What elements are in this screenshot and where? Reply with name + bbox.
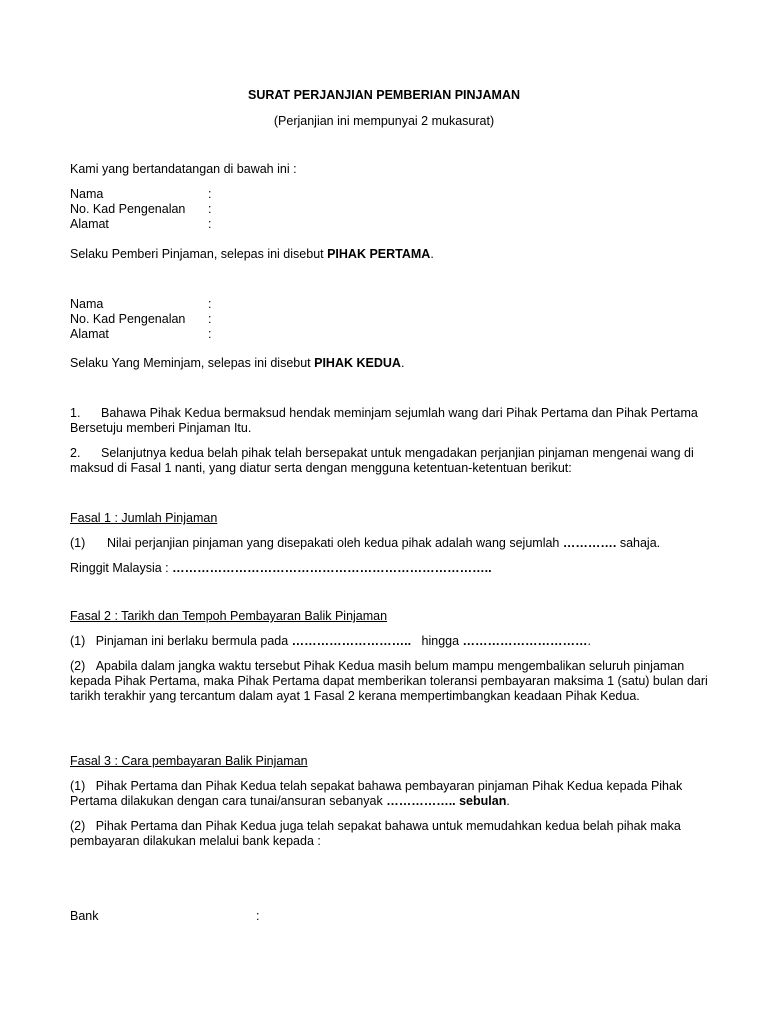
party2-label-name: Nama bbox=[70, 297, 104, 311]
party2-label-address: Alamat bbox=[70, 327, 109, 341]
bank-label: Bank bbox=[70, 909, 99, 923]
party1-colon-address: : bbox=[208, 217, 212, 231]
fasal2-para1-mid: hingga bbox=[411, 634, 463, 648]
party2-role bbox=[70, 356, 404, 371]
fasal2-heading: Fasal 2 : Tarikh dan Tempoh Pembayaran Balik Pinjaman bbox=[70, 609, 388, 623]
clause-2 bbox=[70, 446, 710, 476]
party1-role-text: Selaku Pemberi Pinjaman, selepas ini disebut bbox=[70, 247, 328, 261]
document-title: SURAT PERJANJIAN PEMBERIAN PINJAMAN bbox=[247, 88, 521, 102]
clause-1-number: 1. bbox=[70, 406, 81, 420]
fasal3-para2 bbox=[70, 819, 700, 849]
party1-label-name: Nama bbox=[70, 187, 104, 201]
fasal3-para1-number: (1) bbox=[70, 779, 86, 793]
fasal2-para2 bbox=[70, 659, 720, 704]
clause-2-text: Selanjutnya kedua belah pihak telah bersepakat untuk mengadakan perjanjian pinjaman mengenai wang di maksud di Fasal 1 nanti, yang diatur serta dengan mengguna ketentuan-ketentuan berikut: bbox=[70, 446, 694, 475]
fasal2-para2-number: (2) bbox=[70, 659, 86, 673]
party2-colon-address: : bbox=[208, 327, 212, 341]
party2-role-name: PIHAK KEDUA bbox=[314, 356, 401, 370]
fasal1-para1-end: sahaja. bbox=[616, 536, 661, 550]
fasal1-amount-dots: …………. bbox=[562, 536, 617, 550]
clause-1-text: Bahawa Pihak Kedua bermaksud hendak meminjam sejumlah wang dari Pihak Pertama dan Pihak Pertama Bersetuju memberi Pinjaman Itu. bbox=[70, 406, 698, 435]
clause-2-number: 2. bbox=[70, 446, 81, 460]
party2-colon-ic: : bbox=[208, 312, 212, 326]
party2-colon-name: : bbox=[208, 297, 212, 311]
party1-colon-name: : bbox=[208, 187, 212, 201]
fasal3-para1 bbox=[70, 779, 700, 809]
party1-role-name: PIHAK PERTAMA bbox=[327, 247, 431, 261]
party1-colon-ic: : bbox=[208, 202, 212, 216]
clause-1 bbox=[70, 406, 710, 436]
fasal3-heading: Fasal 3 : Cara pembayaran Balik Pinjaman bbox=[70, 754, 308, 768]
fasal2-start-date-dots: ……………………….. bbox=[291, 634, 412, 648]
fasal2-para1-text: Pinjaman ini berlaku bermula pada bbox=[95, 634, 292, 648]
party2-role-text: Selaku Yang Meminjam, selepas ini disebut bbox=[70, 356, 315, 370]
party1-role-end: . bbox=[430, 247, 434, 261]
fasal3-para2-text: Pihak Pertama dan Pihak Kedua juga telah sepakat bahawa untuk memudahkan kedua belah pihak maka pembayaran dilakukan melalui bank kepada : bbox=[70, 819, 681, 848]
fasal1-ringgit-line bbox=[70, 561, 492, 576]
fasal2-para1-number: (1) bbox=[70, 634, 86, 648]
ringgit-dots: ………………………………………………………………….. bbox=[172, 561, 492, 575]
fasal2-para1 bbox=[70, 634, 591, 649]
fasal3-installment-dots: …………….. sebulan bbox=[386, 794, 507, 808]
party1-label-address: Alamat bbox=[70, 217, 109, 231]
party2-label-ic: No. Kad Pengenalan bbox=[70, 312, 186, 326]
party1-label-ic: No. Kad Pengenalan bbox=[70, 202, 186, 216]
party1-role bbox=[70, 247, 434, 262]
fasal1-para1-text: Nilai perjanjian pinjaman yang disepakati oleh kedua pihak adalah wang sejumlah bbox=[107, 536, 563, 550]
fasal2-end-date-dots: ………………………… bbox=[462, 634, 588, 648]
bank-colon: : bbox=[256, 909, 260, 923]
fasal3-para1-text: Pihak Pertama dan Pihak Kedua telah sepakat bahawa pembayaran pinjaman Pihak Kedua kepada Pihak Pertama dilakukan dengan cara tunai/ansuran sebanyak bbox=[70, 779, 683, 808]
fasal1-para1 bbox=[70, 536, 660, 551]
fasal1-heading: Fasal 1 : Jumlah Pinjaman bbox=[70, 511, 218, 525]
fasal3-para2-number: (2) bbox=[70, 819, 86, 833]
fasal2-para1-end: . bbox=[587, 634, 592, 648]
fasal2-para2-text: Apabila dalam jangka waktu tersebut Pihak Kedua masih belum mampu mengembalikan seluruh pinjaman kepada Pihak Pertama, maka Pihak Pertama dapat memberikan toleransi pembayaran maksima 1 (satu) bulan dari tarikh terakhir yang tercantum dalam ayat 1 Fasal 2 kerana mempertimbangkan keadaan Pihak Kedua. bbox=[70, 659, 708, 703]
ringgit-label: Ringgit Malaysia : bbox=[70, 561, 173, 575]
party2-role-end: . bbox=[400, 356, 405, 370]
intro-text: Kami yang bertandatangan di bawah ini : bbox=[70, 162, 297, 176]
document-subtitle: (Perjanjian ini mempunyai 2 mukasurat) bbox=[273, 114, 495, 128]
fasal3-para1-end: . bbox=[506, 794, 510, 808]
fasal1-para1-number: (1) bbox=[70, 536, 86, 550]
